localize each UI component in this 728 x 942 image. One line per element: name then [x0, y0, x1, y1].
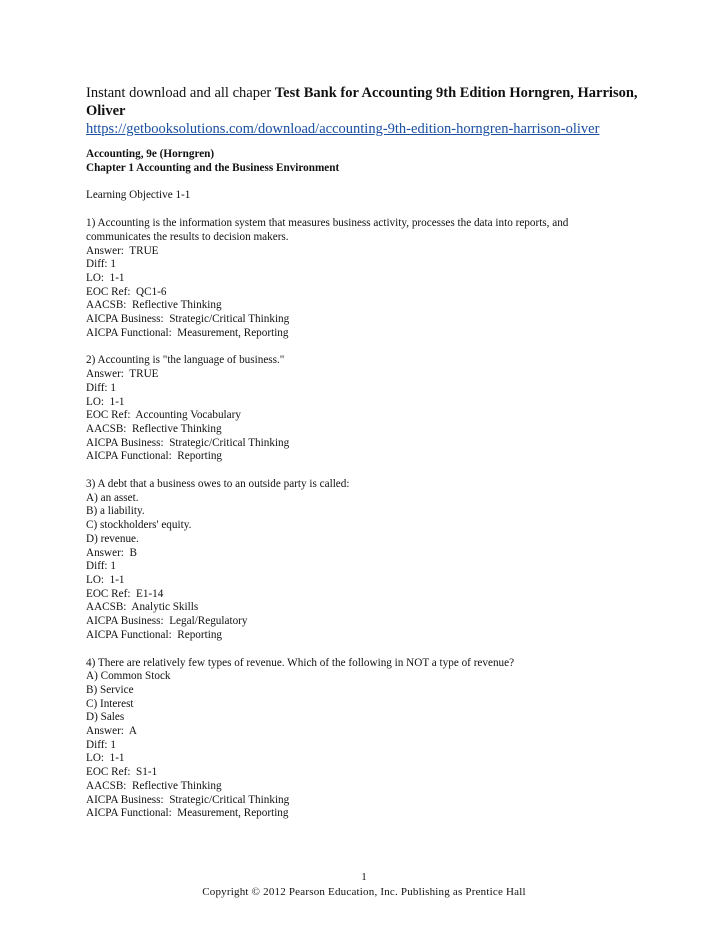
- page-number: 1: [361, 871, 367, 883]
- book-title: Accounting, 9e (Horngren): [86, 148, 215, 160]
- choice-line: C) stockholders' equity.: [86, 519, 192, 532]
- lo-line: LO: 1-1: [86, 573, 125, 586]
- question-3: [86, 478, 646, 642]
- difficulty-line: Diff: 1: [86, 560, 116, 573]
- choice-line: D) Sales: [86, 711, 125, 724]
- test-bank-content: [86, 148, 646, 821]
- choice-line: A) an asset.: [86, 491, 139, 504]
- answer-line: Answer: TRUE: [86, 244, 159, 257]
- answer-line: Answer: B: [86, 546, 137, 559]
- question-line: 3) A debt that a business owes to an outside party is called:: [86, 478, 350, 491]
- aicpa-functional-line: AICPA Functional: Reporting: [86, 450, 223, 463]
- eoc-ref-line: EOC Ref: E1-14: [86, 587, 164, 600]
- lo-line: LO: 1-1: [86, 395, 125, 408]
- question-line: 4) There are relatively few types of revenue. Which of the following in NOT a type of revenue?: [86, 656, 515, 669]
- choice-line: D) revenue.: [86, 532, 139, 545]
- question-line: 1) Accounting is the information system that measures business activity, processes the data into reports, and: [86, 217, 569, 230]
- question-4: [86, 657, 646, 821]
- eoc-ref-line: EOC Ref: S1-1: [86, 766, 158, 779]
- aacsb-line: AACSB: Analytic Skills: [86, 601, 199, 614]
- choice-line: B) Service: [86, 683, 134, 696]
- answer-line: Answer: A: [86, 725, 137, 738]
- aicpa-business-line: AICPA Business: Strategic/Critical Thinking: [86, 793, 290, 806]
- question-1: [86, 217, 646, 340]
- intro-text: [86, 84, 646, 120]
- download-header: [86, 84, 646, 138]
- aacsb-line: AACSB: Reflective Thinking: [86, 779, 222, 792]
- intro-plain: Instant download and all chaper: [86, 85, 275, 101]
- eoc-ref-line: EOC Ref: QC1-6: [86, 285, 167, 298]
- answer-line: Answer: TRUE: [86, 368, 159, 381]
- lo-line: LO: 1-1: [86, 752, 125, 765]
- download-link[interactable]: https://getbooksolutions.com/download/accounting-9th-edition-horngren-harrison-oliver: [86, 121, 600, 137]
- choice-line: C) Interest: [86, 697, 134, 710]
- aicpa-functional-line: AICPA Functional: Reporting: [86, 628, 223, 641]
- aicpa-business-line: AICPA Business: Legal/Regulatory: [86, 615, 248, 628]
- difficulty-line: Diff: 1: [86, 738, 116, 751]
- choice-line: A) Common Stock: [86, 670, 171, 683]
- difficulty-line: Diff: 1: [86, 381, 116, 394]
- aicpa-business-line: AICPA Business: Strategic/Critical Thinking: [86, 436, 290, 449]
- learning-objective-heading: Learning Objective 1-1: [86, 189, 191, 202]
- difficulty-line: Diff: 1: [86, 258, 116, 271]
- question-line: communicates the results to decision makers.: [86, 230, 289, 243]
- choice-line: B) a liability.: [86, 505, 145, 518]
- lo-line: LO: 1-1: [86, 271, 125, 284]
- question-line: 2) Accounting is "the language of business.": [86, 354, 285, 367]
- eoc-ref-line: EOC Ref: Accounting Vocabulary: [86, 409, 241, 422]
- aicpa-functional-line: AICPA Functional: Measurement, Reporting: [86, 326, 289, 339]
- copyright-notice: Copyright © 2012 Pearson Education, Inc. Publishing as Prentice Hall: [202, 886, 526, 898]
- aicpa-business-line: AICPA Business: Strategic/Critical Thinking: [86, 313, 290, 326]
- aacsb-line: AACSB: Reflective Thinking: [86, 422, 222, 435]
- question-2: [86, 354, 646, 464]
- chapter-title: Chapter 1 Accounting and the Business Environment: [86, 161, 340, 174]
- intro-bold-title: Test Bank for Accounting 9th Edition Horngren, Harrison, Oliver: [86, 85, 638, 119]
- aicpa-functional-line: AICPA Functional: Measurement, Reporting: [86, 807, 289, 820]
- aacsb-line: AACSB: Reflective Thinking: [86, 299, 222, 312]
